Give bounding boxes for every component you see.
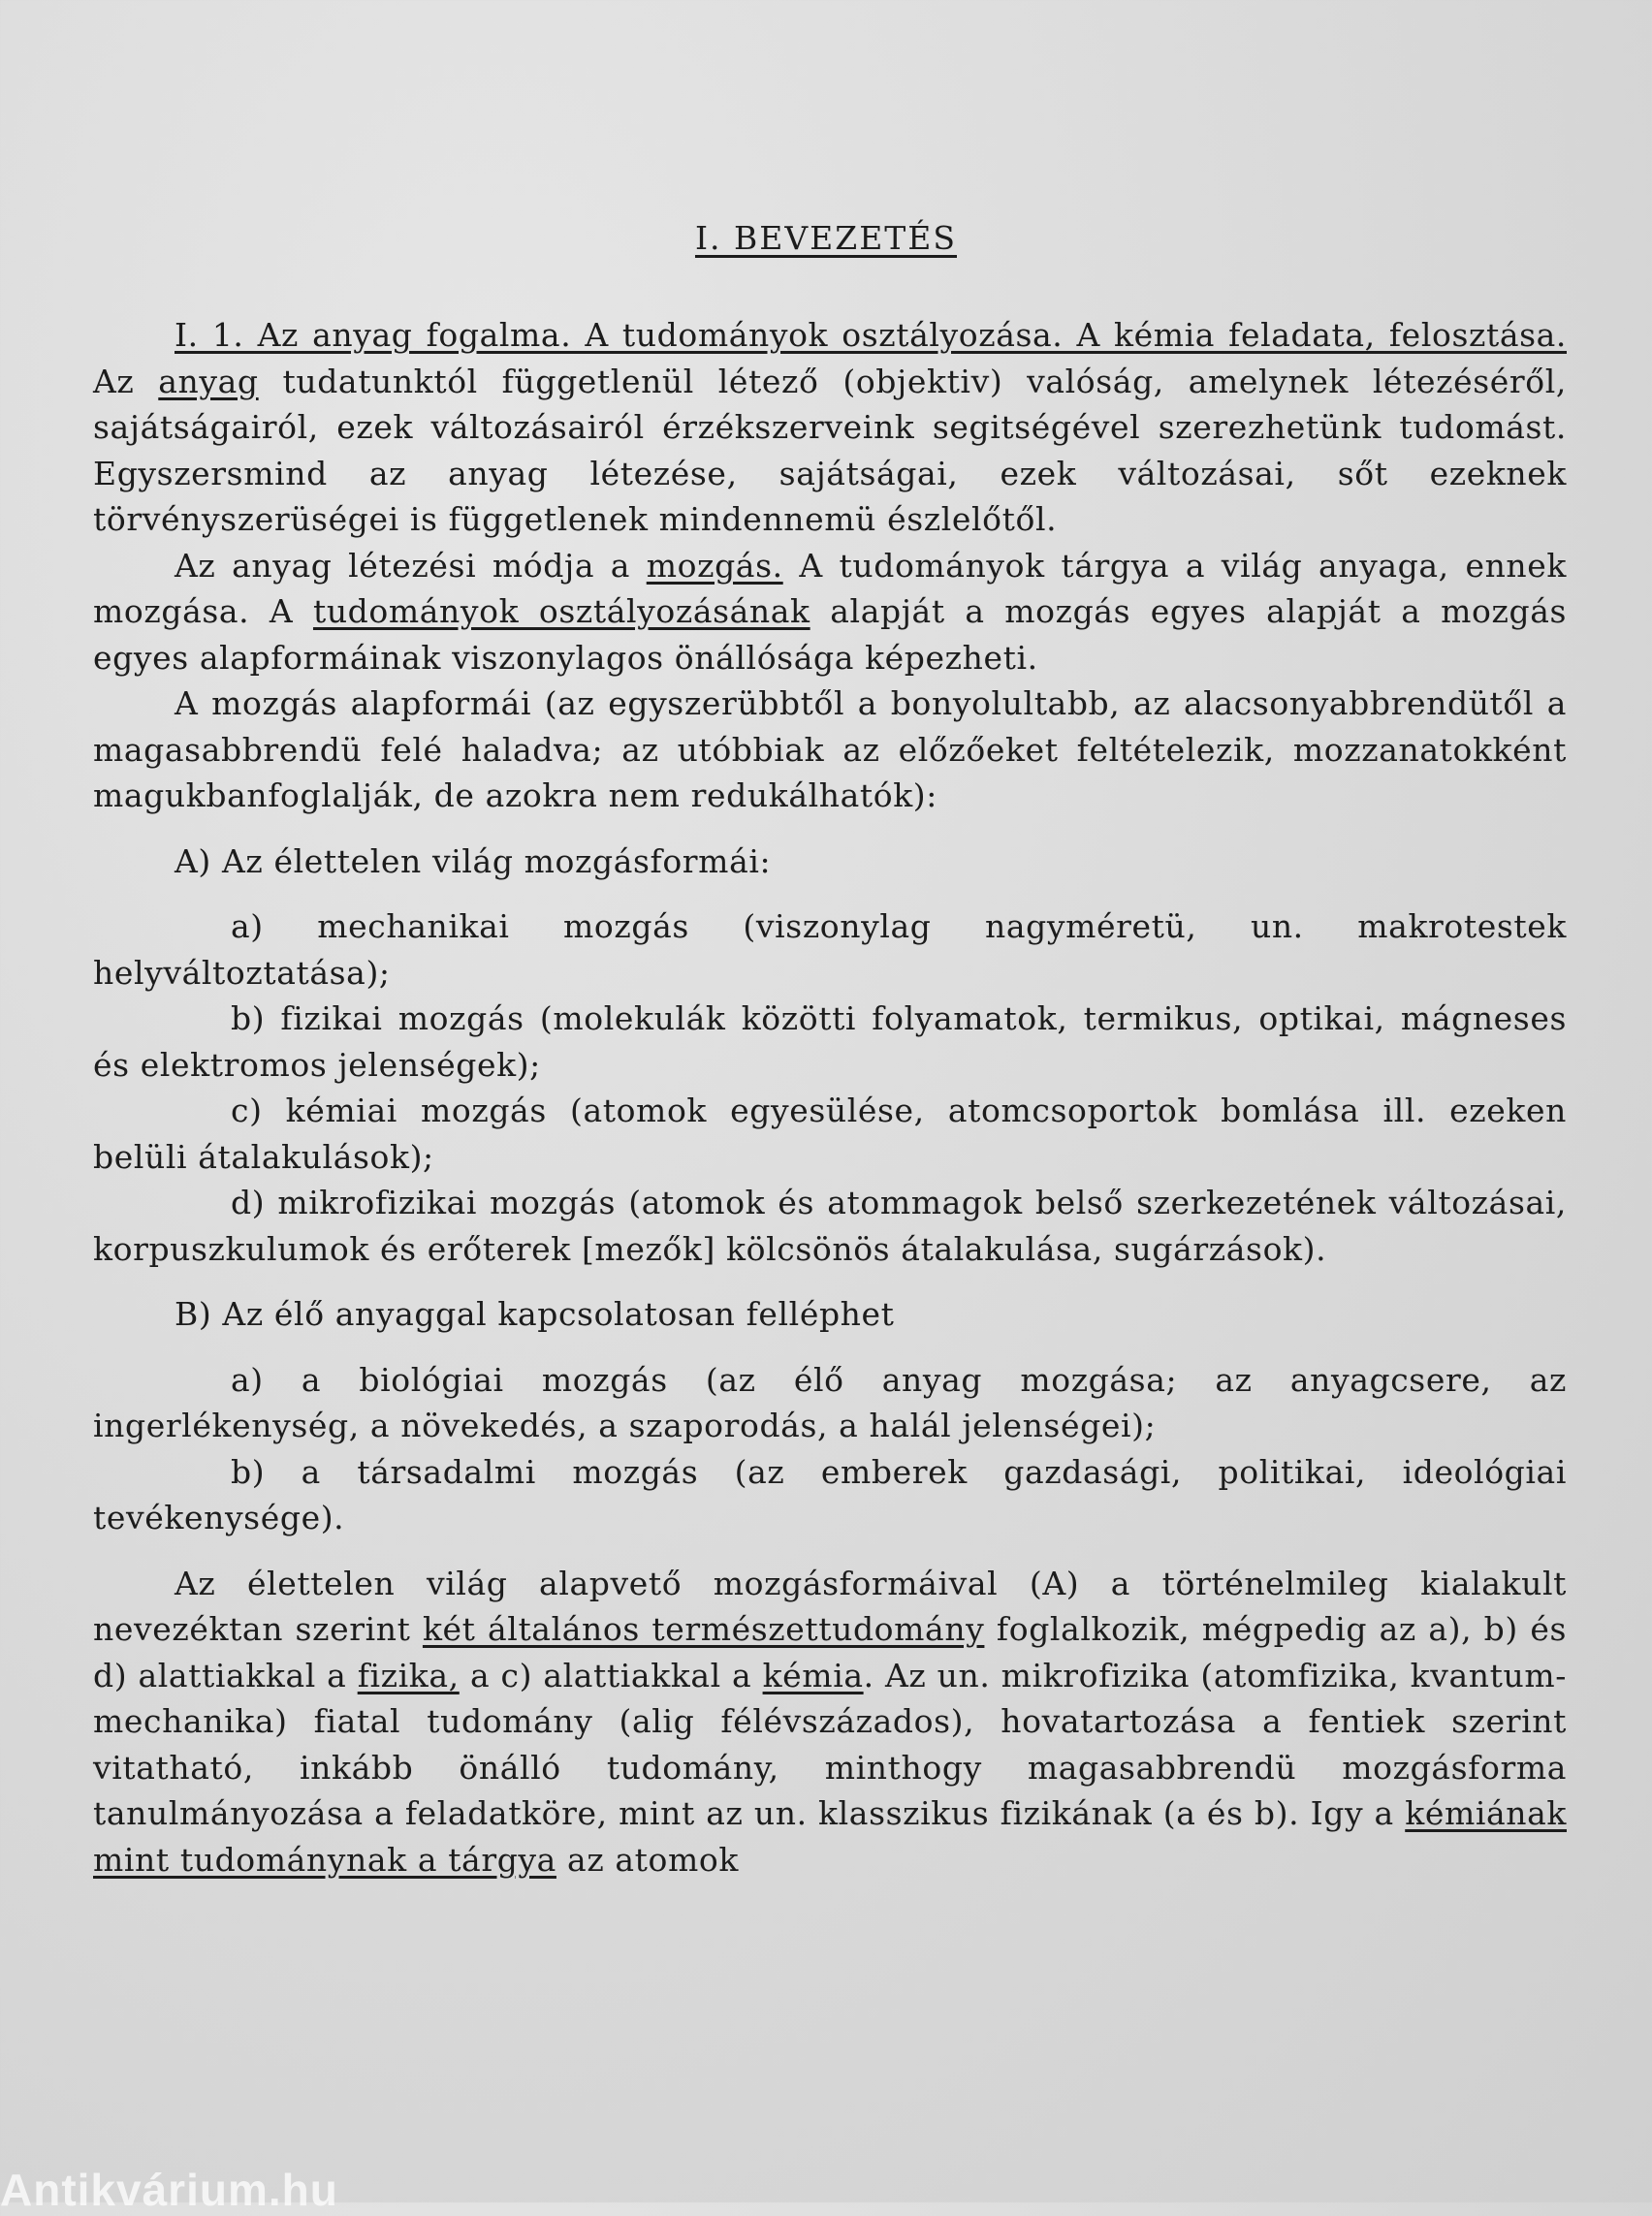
para-2-text-a: Az anyag létezési módja a xyxy=(175,546,647,585)
group-a-item-b: b) fizikai mozgás (molekulák közötti folyamatok, termikus, optikai, mágneses és elektromos jelenségek); xyxy=(93,999,1567,1084)
para-last-text-e: az atomok xyxy=(556,1840,739,1879)
section-1-text-b: tudatunktól függetlenül létező (objektiv) valóság, amelynek létezéséről, sajátságairól, ezek változásairól érzékszerveink segitségével szerezhetünk tudomást. Egyszersmind az anyag létezése, sajátságai, ezek változásai, sőt ezeknek törvényszerüségei is függetlenek mindennemü észlelőtől. xyxy=(93,362,1567,538)
para-2-text-c: alapját a mozgás egyes alapját a mozgás egyes alapformáinak viszonylagos önállósága képezheti. xyxy=(93,592,1567,677)
mozgas-term: mozgás. xyxy=(646,546,783,585)
fizika-term: fizika, xyxy=(357,1656,460,1694)
group-a-item-a: a) mechanikai mozgás (viszonylag nagyméretü, un. makrotestek helyváltoztatása); xyxy=(93,907,1567,992)
kemia-term: kémia xyxy=(762,1656,864,1694)
watermark: Antikvárium.hu xyxy=(0,2165,338,2215)
para-last-text-d: . Az un. mikrofizika (atomfizika, kvantum-mechanika) fiatal tudomány (alig félévszázados), hovatartozása a fentiek szerint vitatható, inkább önálló tudomány, minthogy magasabbrendü mozgásforma tanulmányozása a feladatköre, mint az un. klasszikus fizikának (a és b). Igy a xyxy=(93,1656,1567,1832)
section-1-label: I. 1. Az anyag fogalma. A tudományok osztályozása. A kémia feladata, felosztása. xyxy=(175,316,1567,354)
termeszettudomany-term: két általános természettudomány xyxy=(422,1610,985,1648)
para-2-text-b: A tudományok tárgya a világ anyaga, ennek mozgása. A xyxy=(93,546,1568,630)
chapter-heading xyxy=(0,219,1652,257)
paragraph-alapformak: A mozgás alapformái (az egyszerübbtől a bonyolultabb, az alacsonyabbrendütől a magasabbrendü felé haladva; az utóbbiak az előzőeket feltételezik, mozzanatokként magukbanfoglalják, de azokra nem redukálhatók): xyxy=(93,684,1567,814)
paragraph-mozgas xyxy=(93,543,1567,681)
kemia-targya-term: kémiának mint tudománynak a tárgya xyxy=(93,1794,1567,1879)
group-b-item-a: a) a biológiai mozgás (az élő anyag mozgása; az anyagcsere, az ingerlékenység, a növekedés, a szaporodás, a halál jelenségei); xyxy=(93,1360,1567,1444)
paragraph-tudomanyok xyxy=(93,1561,1567,1884)
para-last-text-a: Az élettelen világ alapvető mozgásformáival (A) a történelmileg kialakult nevezéktan szerint xyxy=(93,1564,1567,1648)
chapter-heading-text: I. BEVEZETÉS xyxy=(694,219,957,257)
group-a-item-c: c) kémiai mozgás (atomok egyesülése, atomcsoportok bomlása ill. ezeken belüli átalakulások); xyxy=(93,1092,1567,1176)
body-text xyxy=(93,312,1567,1883)
group-b-heading: B) Az élő anyaggal kapcsolatosan felléphet xyxy=(175,1295,895,1333)
para-last-text-b: foglalkozik, mégpedig az a), b) és d) alattiakkal a xyxy=(93,1610,1567,1694)
anyag-term: anyag xyxy=(158,362,259,400)
section-1-paragraph xyxy=(93,312,1567,543)
group-a-heading: A) Az élettelen világ mozgásformái: xyxy=(175,841,772,880)
group-a-item-d: d) mikrofizikai mozgás (atomok és atommagok belső szerkezetének változásai, korpuszkulumok és erőterek [mezők] kölcsönös átalakulása, sugárzások). xyxy=(93,1184,1567,1268)
group-b-item-b: b) a társadalmi mozgás (az emberek gazdasági, politikai, ideológiai tevékenysége). xyxy=(93,1452,1567,1536)
section-1-text-a: Az xyxy=(93,362,159,400)
osztalyozas-term: tudományok osztályozásának xyxy=(312,592,810,630)
para-last-text-c: a c) alattiakkal a xyxy=(459,1656,763,1694)
